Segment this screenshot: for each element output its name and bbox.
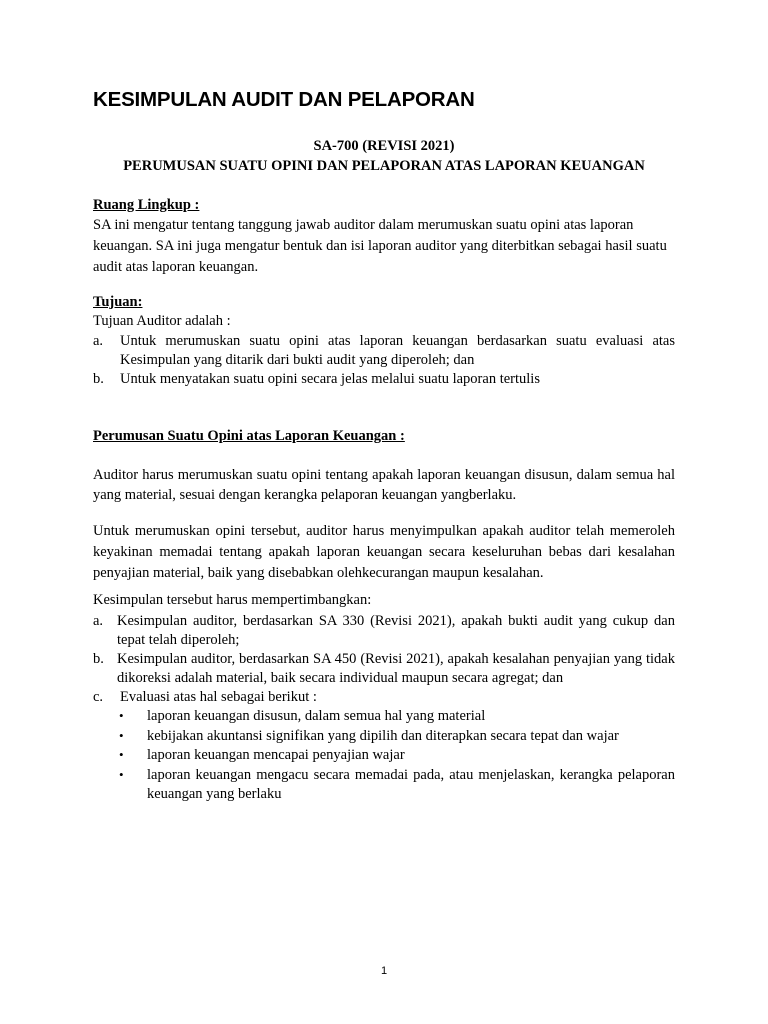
list-item-text: Untuk merumuskan suatu opini atas laporan keuangan berdasarkan suatu evaluasi atas Kesimpulan yang ditarik dari bukti audit yang diperoleh; dan	[120, 333, 675, 368]
bullet-icon: •	[119, 728, 124, 743]
list-marker: a.	[93, 613, 104, 629]
list-item	[93, 688, 675, 708]
list-marker: a.	[93, 333, 104, 349]
list-item	[93, 332, 675, 370]
bullet-item	[119, 766, 675, 804]
perumusan-heading: Perumusan Suatu Opini atas Laporan Keuangan :	[93, 428, 405, 444]
tujuan-heading: Tujuan:	[93, 294, 143, 310]
page-number: 1	[380, 965, 388, 977]
list-item-text: Kesimpulan auditor, berdasarkan SA 330 (Revisi 2021), apakah bukti audit yang cukup dan tepat telah diperoleh;	[117, 613, 675, 648]
bullet-item-text: laporan keuangan mencapai penyajian wajar	[147, 747, 405, 763]
list-item	[93, 650, 675, 688]
bullet-item-text: laporan keuangan disusun, dalam semua hal yang material	[147, 708, 486, 724]
perumusan-paragraph-1: Auditor harus merumuskan suatu opini tentang apakah laporan keuangan disusun, dalam semua hal yang material, sesuai dengan kerangka pelaporan keuangan yangberlaku.	[93, 467, 675, 503]
list-item	[93, 370, 675, 390]
bullet-item-text: kebijakan akuntansi signifikan yang dipilih dan diterapkan secara tepat dan wajar	[147, 728, 619, 744]
document-title: KESIMPULAN AUDIT DAN PELAPORAN	[93, 88, 475, 111]
bullet-icon: •	[119, 747, 124, 762]
bullet-icon: •	[119, 767, 124, 782]
kesimpulan-intro: Kesimpulan tersebut harus mempertimbangkan:	[93, 592, 372, 608]
list-item-text: Evaluasi atas hal sebagai berikut :	[120, 689, 317, 705]
standard-title: PERUMUSAN SUATU OPINI DAN PELAPORAN ATAS LAPORAN KEUANGAN	[123, 158, 645, 174]
bullet-item	[119, 707, 675, 727]
list-item-text: Untuk menyatakan suatu opini secara jelas melalui suatu laporan tertulis	[120, 371, 540, 387]
bullet-item	[119, 746, 675, 766]
list-item-text: Kesimpulan auditor, berdasarkan SA 450 (Revisi 2021), apakah kesalahan penyajian yang tidak dikoreksi adalah material, baik secara individual maupun secara agregat; dan	[117, 651, 675, 686]
bullet-item	[119, 727, 675, 747]
bullet-item-text: laporan keuangan mengacu secara memadai pada, atau menjelaskan, kerangka pelaporan keuangan yang berlaku	[147, 767, 675, 802]
standard-code: SA-700 (REVISI 2021)	[313, 138, 455, 154]
list-marker: c.	[93, 689, 104, 705]
ruang-lingkup-text: SA ini mengatur tentang tanggung jawab auditor dalam merumuskan suatu opini atas laporan keuangan. SA ini juga mengatur bentuk dan isi laporan auditor yang diterbitkan sebagai hasil suatu audit atas laporan keuangan.	[93, 217, 667, 275]
bullet-icon: •	[119, 708, 124, 723]
list-item	[93, 612, 675, 650]
list-marker: b.	[93, 651, 104, 667]
ruang-lingkup-heading: Ruang Lingkup :	[93, 197, 200, 213]
tujuan-intro: Tujuan Auditor adalah :	[93, 313, 231, 329]
list-marker: b.	[93, 371, 104, 387]
perumusan-paragraph-2: Untuk merumuskan opini tersebut, auditor harus menyimpulkan apakah auditor telah memeroleh keyakinan memadai tentang apakah laporan keuangan secara keseluruhan bebas dari kesalahan penyajian material, baik yang disebabkan olehkecurangan maupun kesalahan.	[93, 523, 675, 581]
